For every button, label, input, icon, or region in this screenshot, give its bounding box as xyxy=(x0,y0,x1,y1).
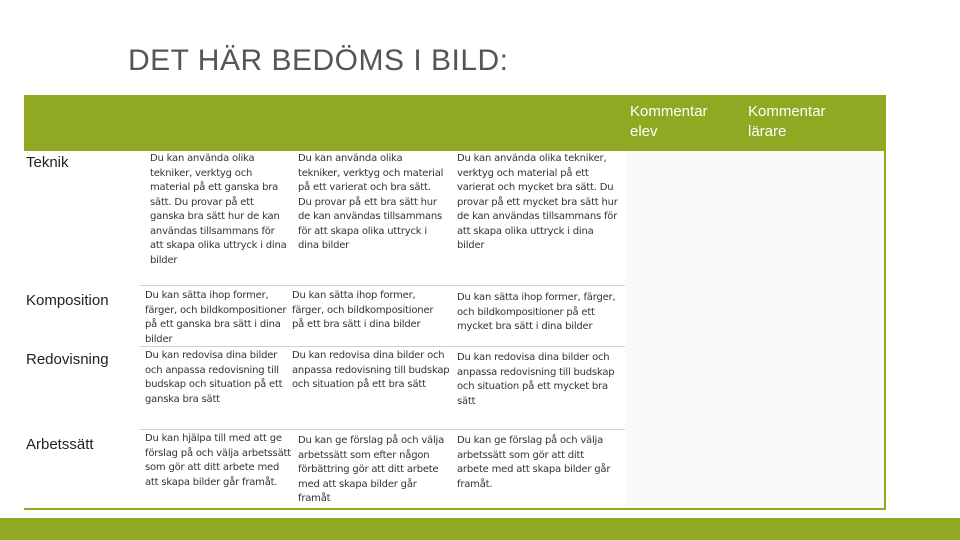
criteria-cell: Du kan redovisa dina bilder och anpassa redovisning till budskap och situation på ett bra sätt xyxy=(292,350,450,390)
header-kommentar-elev: Kommentar elev xyxy=(630,103,708,140)
row-divider xyxy=(140,285,625,286)
footer-band xyxy=(0,518,960,540)
row-label-komposition: Komposition xyxy=(26,292,109,309)
row-label-arbetssatt: Arbetssätt xyxy=(26,436,94,453)
criteria-cell: Du kan sätta ihop former, färger, och bildkompositioner på ett ganska bra sätt i dina bilder xyxy=(145,290,287,345)
criteria-cell: Du kan redovisa dina bilder och anpassa redovisning till budskap och situation på ett ganska bra sätt xyxy=(145,350,283,405)
criteria-cell: Du kan redovisa dina bilder och anpassa redovisning till budskap och situation på ett mycket bra sätt xyxy=(457,352,615,407)
criteria-cell: Du kan ge förslag på och välja arbetssätt som gör att ditt arbete med att skapa bilder går framåt. xyxy=(457,435,611,490)
header-kommentar-larare: Kommentar lärare xyxy=(748,103,826,140)
row-divider xyxy=(140,429,625,430)
row-label-teknik: Teknik xyxy=(26,154,69,171)
criteria-cell: Du kan använda olika tekniker, verktyg och material på ett varierat och bra sätt. Du provar på ett bra sätt hur de kan användas tillsammans för att skapa olika uttryck i dina bilder xyxy=(298,153,444,251)
criteria-cell: Du kan ge förslag på och välja arbetssätt som efter någon förbättring gör att ditt arbete med att skapa bilder går framåt xyxy=(298,435,445,504)
criteria-cell: Du kan använda olika tekniker, verktyg och material på ett ganska bra sätt. Du provar på ett ganska bra sätt hur de kan användas tillsammans för att skapa olika uttryck i dina bilder xyxy=(150,153,287,266)
criteria-cell: Du kan sätta ihop former, färger, och bildkompositioner på ett mycket bra sätt i dina bilder xyxy=(457,292,616,332)
row-label-redovisning: Redovisning xyxy=(26,351,109,368)
criteria-cell: Du kan hjälpa till med att ge förslag på och välja arbetssätt som gör att ditt arbete med att skapa bilder går framåt. xyxy=(145,433,291,488)
criteria-cell: Du kan sätta ihop former, färger, och bildkompositioner på ett bra sätt i dina bilder xyxy=(292,290,434,330)
page-title: DET HÄR BEDÖMS I BILD: xyxy=(128,44,509,77)
criteria-cell: Du kan använda olika tekniker, verktyg och material på ett varierat och mycket bra sätt. Du provar på ett mycket bra sätt hur de kan användas tillsammans för att skapa olika uttryck i dina bilder xyxy=(457,153,618,251)
